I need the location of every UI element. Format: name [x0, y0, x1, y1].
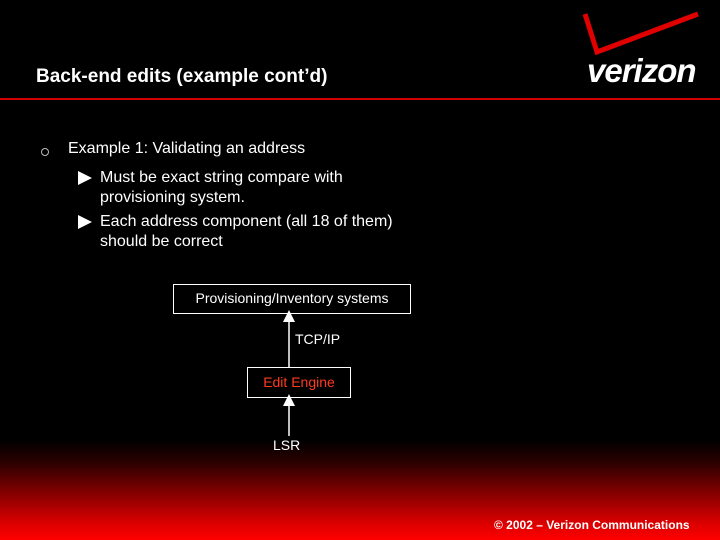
sub-bullet-text: Each address component (all 18 of them) should be correct	[100, 213, 393, 250]
bullet-text: Example 1: Validating an address	[68, 140, 306, 157]
provisioning-systems-box: Provisioning/Inventory systems	[173, 284, 411, 314]
edit-engine-box: Edit Engine	[247, 367, 351, 398]
verizon-logo: verizon	[587, 52, 696, 89]
slide-title: Back-end edits (example cont’d)	[36, 66, 328, 87]
tcp-ip-label: TCP/IP	[295, 331, 341, 347]
copyright-footer: © 2002 – Verizon Communications	[494, 518, 690, 532]
sub-bullet-text: Must be exact string compare with provisioning system.	[100, 169, 343, 206]
lsr-label: LSR	[273, 437, 301, 453]
